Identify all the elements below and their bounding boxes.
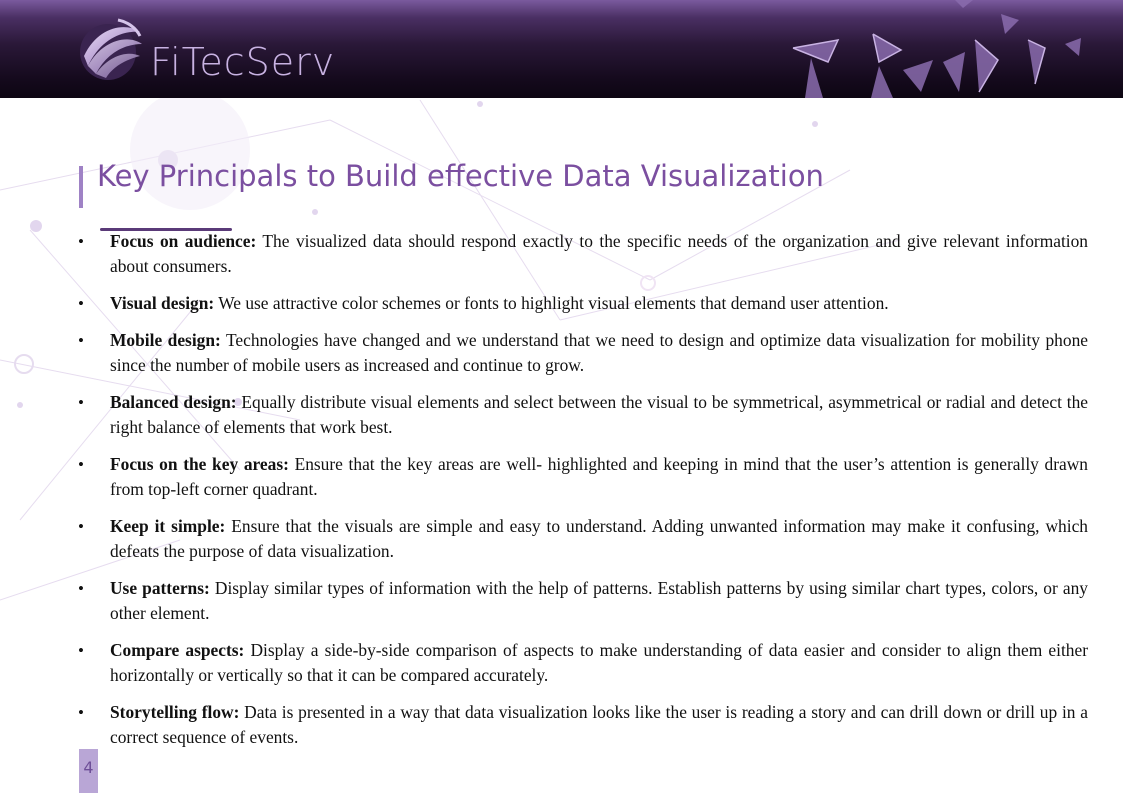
bullet: •	[78, 455, 84, 474]
bullet: •	[78, 393, 84, 412]
principles-list	[78, 229, 1088, 762]
bullet: •	[78, 703, 84, 722]
principle-heading: Focus on the key areas:	[110, 454, 289, 474]
principle-text: Equally distribute visual elements and select between the visual to be symmetrical, asymmetrical or radial and detect the right balance of elements that work best.	[110, 392, 1088, 437]
principle-heading: Focus on audience:	[110, 231, 257, 251]
crystal-shards-decoration	[783, 0, 1123, 98]
list-item	[78, 229, 1088, 279]
principle-text: The visualized data should respond exactly to the specific needs of the organization and give relevant information about consumers.	[110, 231, 1088, 276]
principle-heading: Storytelling flow:	[110, 702, 240, 722]
globe-swirl-logo-icon	[78, 16, 144, 82]
page-number: 4	[79, 749, 98, 793]
bullet: •	[78, 232, 84, 251]
bullet: •	[78, 641, 84, 660]
principle-text: Display a side-by-side comparison of aspects to make understanding of data easier and consider to align them either horizontally or vertically so that it can be compared accurately.	[110, 640, 1088, 685]
logo-text: FiTecServ	[150, 40, 336, 84]
principle-heading: Visual design:	[110, 293, 215, 313]
principle-text: Display similar types of information with the help of patterns. Establish patterns by using similar chart types, colors, or any other element.	[110, 578, 1089, 623]
bullet: •	[78, 331, 84, 350]
list-item	[78, 514, 1088, 564]
principle-heading: Balanced design:	[110, 392, 237, 412]
list-item	[78, 328, 1088, 378]
principle-text: Ensure that the visuals are simple and easy to understand. Adding unwanted information may make it confusing, which defeats the purpose of data visualization.	[110, 516, 1088, 561]
principle-text: Data is presented in a way that data visualization looks like the user is reading a story and can drill down or drill up in a correct sequence of events.	[110, 702, 1088, 747]
list-item	[78, 390, 1088, 440]
header-banner	[0, 0, 1123, 98]
page-title: Key Principals to Build effective Data Visualization	[97, 159, 824, 193]
principle-heading: Mobile design:	[110, 330, 221, 350]
principle-text: We use attractive color schemes or fonts to highlight visual elements that demand user attention.	[214, 293, 889, 313]
bullet: •	[78, 579, 84, 598]
principle-heading: Keep it simple:	[110, 516, 226, 536]
title-accent-bar	[79, 166, 83, 208]
bullet: •	[78, 517, 84, 536]
principle-heading: Use patterns:	[110, 578, 210, 598]
principle-text: Technologies have changed and we understand that we need to design and optimize data visualization for mobility phone since the number of mobile users as increased and continue to grow.	[110, 330, 1088, 375]
list-item	[78, 452, 1088, 502]
principle-heading: Compare aspects:	[110, 640, 245, 660]
list-item	[78, 700, 1088, 750]
list-item	[78, 291, 1088, 316]
list-item	[78, 638, 1088, 688]
bullet: •	[78, 294, 84, 313]
principle-text: Ensure that the key areas are well- highlighted and keeping in mind that the user’s attention is generally drawn from top-left corner quadrant.	[110, 454, 1088, 499]
list-item	[78, 576, 1088, 626]
